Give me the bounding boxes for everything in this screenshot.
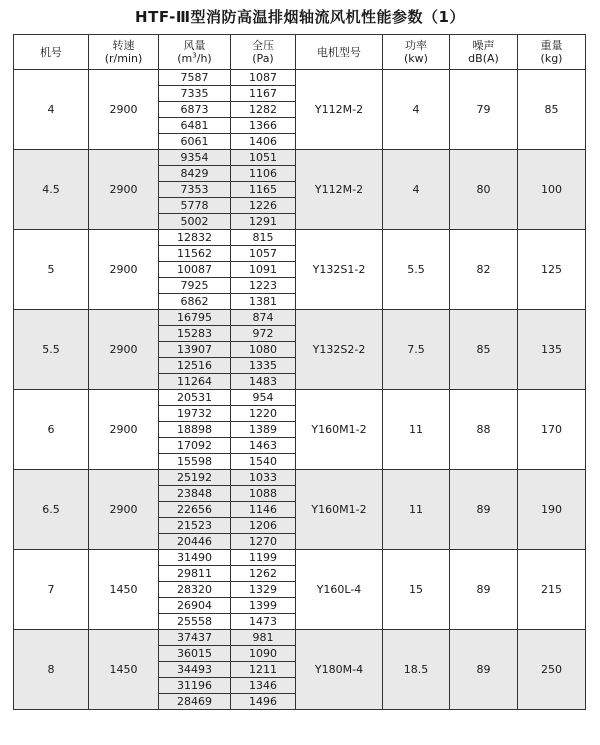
- speed-cell: 2900: [89, 390, 159, 470]
- model-cell: 6: [14, 390, 89, 470]
- table-row: [14, 550, 586, 566]
- pressure-cell: 1090: [231, 646, 296, 662]
- airflow-cell: 15598: [159, 454, 231, 470]
- pressure-cell: 1080: [231, 342, 296, 358]
- airflow-cell: 16795: [159, 310, 231, 326]
- table-row: [14, 150, 586, 166]
- table-row: [14, 390, 586, 406]
- pressure-cell: 1335: [231, 358, 296, 374]
- pressure-cell: 1106: [231, 166, 296, 182]
- weight-cell: 250: [518, 630, 586, 710]
- table-body: [14, 70, 586, 710]
- pressure-cell: 1051: [231, 150, 296, 166]
- pressure-cell: 1091: [231, 262, 296, 278]
- airflow-cell: 20446: [159, 534, 231, 550]
- airflow-cell: 19732: [159, 406, 231, 422]
- pressure-cell: 1483: [231, 374, 296, 390]
- noise-cell: 82: [450, 230, 518, 310]
- table-row: [14, 630, 586, 646]
- motor-cell: Y160M1-2: [296, 390, 383, 470]
- motor-cell: Y132S2-2: [296, 310, 383, 390]
- airflow-cell: 13907: [159, 342, 231, 358]
- airflow-cell: 17092: [159, 438, 231, 454]
- airflow-cell: 21523: [159, 518, 231, 534]
- airflow-cell: 34493: [159, 662, 231, 678]
- pressure-cell: 954: [231, 390, 296, 406]
- header-row: [14, 35, 586, 70]
- noise-cell: 89: [450, 470, 518, 550]
- airflow-cell: 26904: [159, 598, 231, 614]
- pressure-cell: 981: [231, 630, 296, 646]
- airflow-cell: 12516: [159, 358, 231, 374]
- pressure-cell: 1463: [231, 438, 296, 454]
- noise-cell: 80: [450, 150, 518, 230]
- airflow-cell: 15283: [159, 326, 231, 342]
- pressure-cell: 1366: [231, 118, 296, 134]
- pressure-cell: 1346: [231, 678, 296, 694]
- airflow-cell: 7925: [159, 278, 231, 294]
- pressure-cell: 1406: [231, 134, 296, 150]
- model-cell: 8: [14, 630, 89, 710]
- pressure-cell: 1088: [231, 486, 296, 502]
- speed-cell: 2900: [89, 310, 159, 390]
- power-cell: 15: [383, 550, 450, 630]
- weight-cell: 125: [518, 230, 586, 310]
- airflow-cell: 28469: [159, 694, 231, 710]
- airflow-cell: 7587: [159, 70, 231, 86]
- noise-cell: 89: [450, 630, 518, 710]
- pressure-cell: 1496: [231, 694, 296, 710]
- header-weight: 重量 (kg): [518, 35, 586, 70]
- table-row: [14, 230, 586, 246]
- power-cell: 7.5: [383, 310, 450, 390]
- motor-cell: Y132S1-2: [296, 230, 383, 310]
- airflow-cell: 28320: [159, 582, 231, 598]
- power-cell: 11: [383, 470, 450, 550]
- airflow-cell: 9354: [159, 150, 231, 166]
- airflow-cell: 36015: [159, 646, 231, 662]
- motor-cell: Y180M-4: [296, 630, 383, 710]
- airflow-cell: 7353: [159, 182, 231, 198]
- pressure-cell: 1223: [231, 278, 296, 294]
- pressure-cell: 1211: [231, 662, 296, 678]
- airflow-cell: 6481: [159, 118, 231, 134]
- header-noise: 噪声 dB(A): [450, 35, 518, 70]
- weight-cell: 100: [518, 150, 586, 230]
- airflow-cell: 29811: [159, 566, 231, 582]
- table-row: [14, 310, 586, 326]
- airflow-cell: 37437: [159, 630, 231, 646]
- airflow-cell: 11264: [159, 374, 231, 390]
- pressure-cell: 1291: [231, 214, 296, 230]
- airflow-cell: 31196: [159, 678, 231, 694]
- airflow-cell: 7335: [159, 86, 231, 102]
- airflow-cell: 10087: [159, 262, 231, 278]
- weight-cell: 215: [518, 550, 586, 630]
- motor-cell: Y160M1-2: [296, 470, 383, 550]
- airflow-cell: 6862: [159, 294, 231, 310]
- header-model: 机号: [14, 35, 89, 70]
- speed-cell: 1450: [89, 550, 159, 630]
- noise-cell: 85: [450, 310, 518, 390]
- airflow-cell: 22656: [159, 502, 231, 518]
- pressure-cell: 1057: [231, 246, 296, 262]
- speed-cell: 2900: [89, 230, 159, 310]
- pressure-cell: 1199: [231, 550, 296, 566]
- pressure-cell: 815: [231, 230, 296, 246]
- airflow-cell: 5002: [159, 214, 231, 230]
- airflow-cell: 25192: [159, 470, 231, 486]
- table-row: [14, 70, 586, 86]
- airflow-cell: 5778: [159, 198, 231, 214]
- noise-cell: 89: [450, 550, 518, 630]
- header-power: 功率 (kw): [383, 35, 450, 70]
- pressure-cell: 1399: [231, 598, 296, 614]
- model-cell: 6.5: [14, 470, 89, 550]
- pressure-cell: 1473: [231, 614, 296, 630]
- power-cell: 5.5: [383, 230, 450, 310]
- motor-cell: Y112M-2: [296, 150, 383, 230]
- motor-cell: Y112M-2: [296, 70, 383, 150]
- weight-cell: 85: [518, 70, 586, 150]
- noise-cell: 88: [450, 390, 518, 470]
- header-speed: 转速 (r/min): [89, 35, 159, 70]
- weight-cell: 190: [518, 470, 586, 550]
- noise-cell: 79: [450, 70, 518, 150]
- table-row: [14, 470, 586, 486]
- pressure-cell: 1226: [231, 198, 296, 214]
- weight-cell: 135: [518, 310, 586, 390]
- header-motor: 电机型号: [296, 35, 383, 70]
- power-cell: 11: [383, 390, 450, 470]
- pressure-cell: 1206: [231, 518, 296, 534]
- airflow-cell: 12832: [159, 230, 231, 246]
- power-cell: 4: [383, 150, 450, 230]
- airflow-cell: 25558: [159, 614, 231, 630]
- model-cell: 5: [14, 230, 89, 310]
- pressure-cell: 1262: [231, 566, 296, 582]
- pressure-cell: 1146: [231, 502, 296, 518]
- pressure-cell: 1389: [231, 422, 296, 438]
- pressure-cell: 874: [231, 310, 296, 326]
- performance-table: [13, 34, 586, 710]
- model-cell: 5.5: [14, 310, 89, 390]
- pressure-cell: 1033: [231, 470, 296, 486]
- pressure-cell: 1282: [231, 102, 296, 118]
- airflow-cell: 23848: [159, 486, 231, 502]
- pressure-cell: 1167: [231, 86, 296, 102]
- pressure-cell: 1270: [231, 534, 296, 550]
- model-cell: 4: [14, 70, 89, 150]
- airflow-cell: 11562: [159, 246, 231, 262]
- pressure-cell: 1087: [231, 70, 296, 86]
- header-airflow: 风量 $(m^3/h)$: [159, 35, 231, 70]
- pressure-cell: 972: [231, 326, 296, 342]
- speed-cell: 2900: [89, 150, 159, 230]
- airflow-cell: 6873: [159, 102, 231, 118]
- power-cell: 18.5: [383, 630, 450, 710]
- pressure-cell: 1540: [231, 454, 296, 470]
- page-title: HTF-Ⅲ型消防高温排烟轴流风机性能参数（1）: [135, 8, 465, 26]
- speed-cell: 2900: [89, 70, 159, 150]
- header-pressure: 全压 (Pa): [231, 35, 296, 70]
- airflow-cell: 18898: [159, 422, 231, 438]
- pressure-cell: 1329: [231, 582, 296, 598]
- speed-cell: 2900: [89, 470, 159, 550]
- model-cell: 4.5: [14, 150, 89, 230]
- motor-cell: Y160L-4: [296, 550, 383, 630]
- airflow-cell: 20531: [159, 390, 231, 406]
- power-cell: 4: [383, 70, 450, 150]
- model-cell: 7: [14, 550, 89, 630]
- weight-cell: 170: [518, 390, 586, 470]
- airflow-cell: 6061: [159, 134, 231, 150]
- pressure-cell: 1165: [231, 182, 296, 198]
- airflow-cell: 8429: [159, 166, 231, 182]
- pressure-cell: 1220: [231, 406, 296, 422]
- airflow-cell: 31490: [159, 550, 231, 566]
- pressure-cell: 1381: [231, 294, 296, 310]
- speed-cell: 1450: [89, 630, 159, 710]
